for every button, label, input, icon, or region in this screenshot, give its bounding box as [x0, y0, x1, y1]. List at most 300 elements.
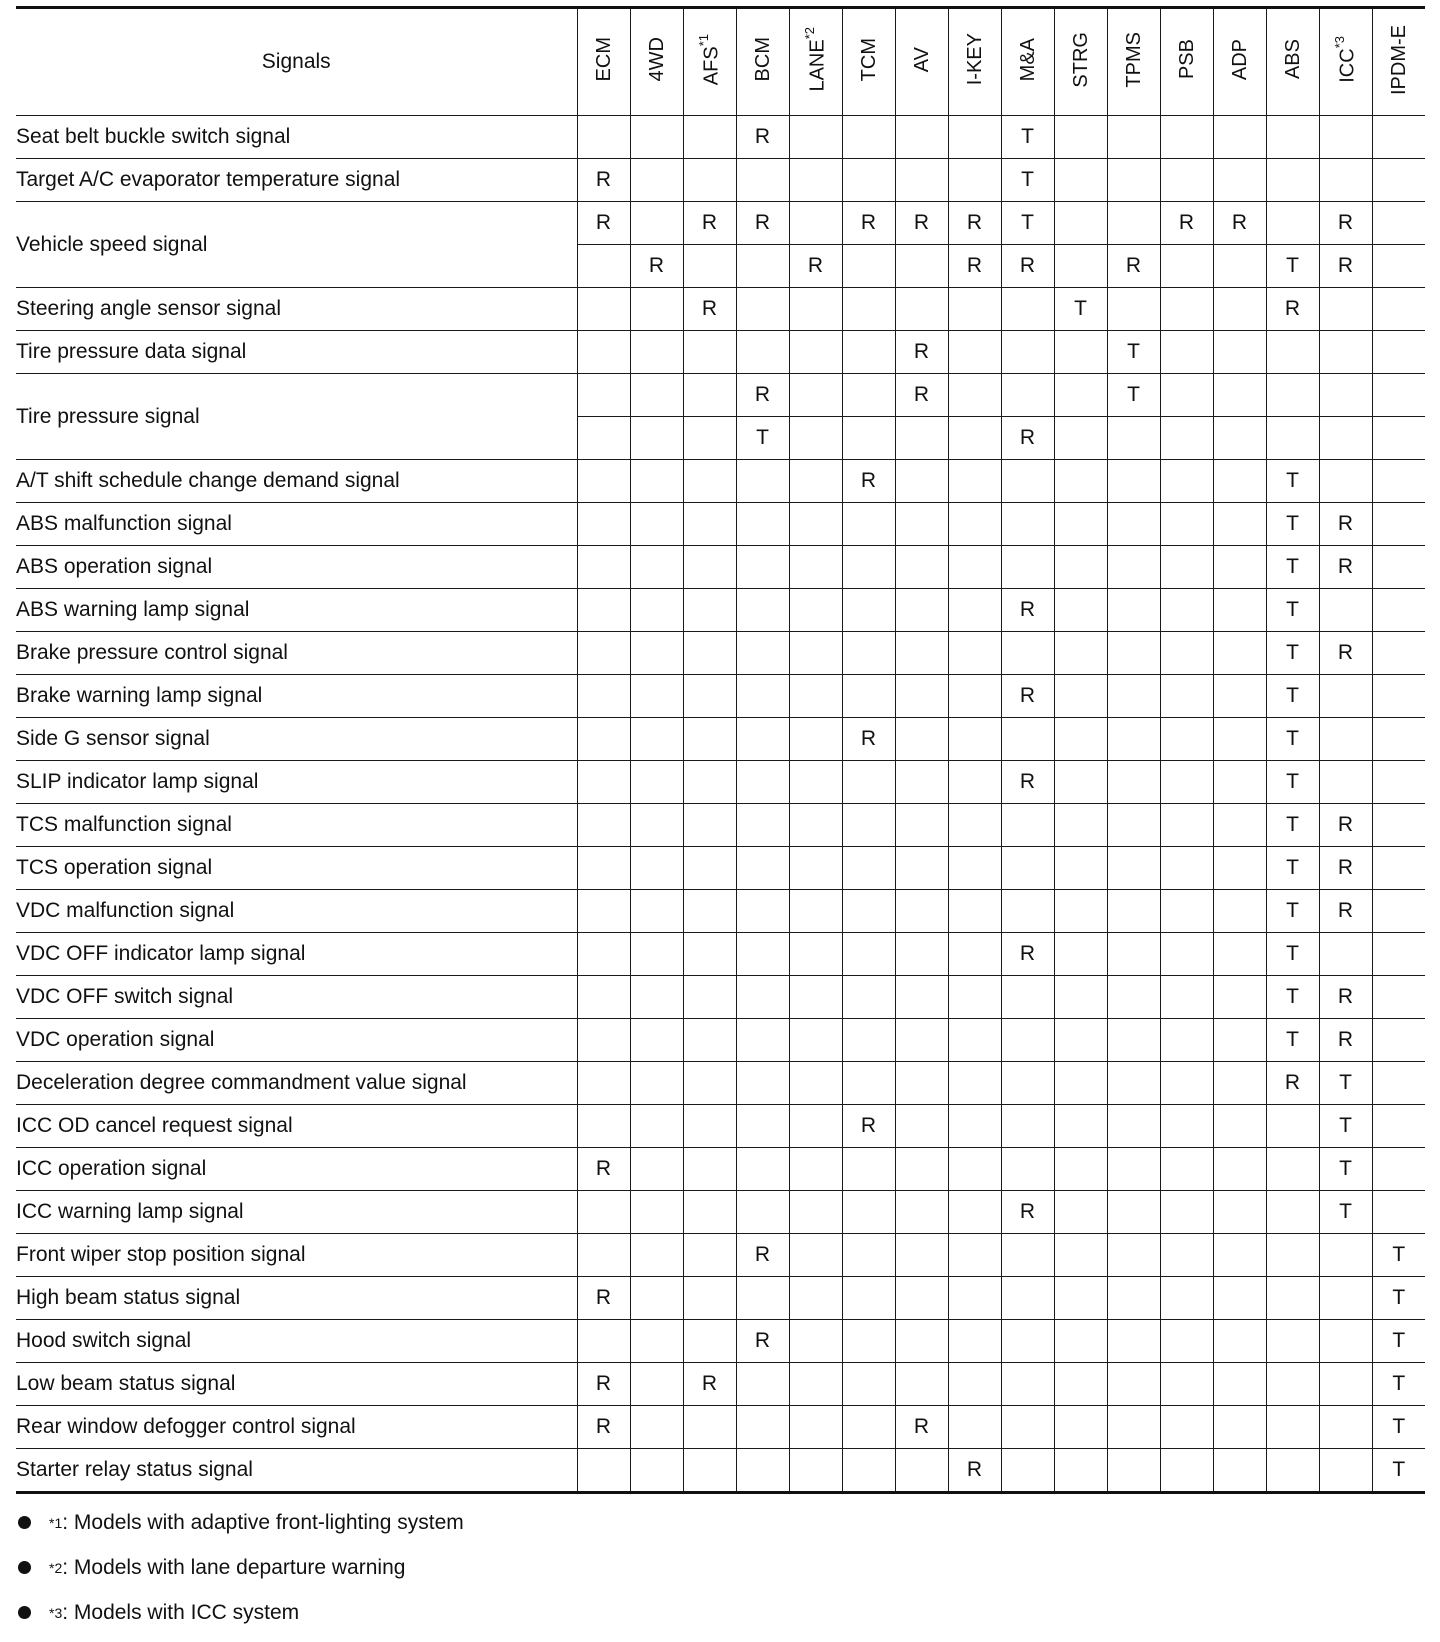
signal-cell	[1054, 460, 1107, 503]
signal-name: VDC malfunction signal	[16, 890, 577, 933]
signal-cell: R	[1266, 288, 1319, 331]
signal-cell	[1107, 632, 1160, 675]
module-label	[753, 37, 773, 81]
signal-cell	[1160, 1105, 1213, 1148]
signal-cell	[1001, 804, 1054, 847]
signal-cell: R	[577, 202, 630, 245]
signal-cell: T	[1372, 1449, 1425, 1493]
signal-cell	[1054, 1277, 1107, 1320]
signal-cell	[736, 675, 789, 718]
signal-cell	[842, 1191, 895, 1234]
footnote-text: : Models with ICC system	[62, 1600, 300, 1624]
module-name: ICC	[1336, 48, 1359, 83]
signal-cell	[948, 1363, 1001, 1406]
signal-cell: T	[1001, 159, 1054, 202]
signal-cell	[842, 632, 895, 675]
signal-cell	[1319, 417, 1372, 460]
bullet-icon	[18, 1516, 31, 1529]
signal-cell	[630, 1062, 683, 1105]
signal-cell: R	[736, 116, 789, 159]
signal-cell	[630, 503, 683, 546]
signal-cell: R	[736, 202, 789, 245]
signal-cell	[1266, 1320, 1319, 1363]
signal-cell: T	[1266, 245, 1319, 288]
module-header-ecm	[577, 8, 630, 116]
signal-cell: R	[1001, 933, 1054, 976]
signal-cell	[1107, 546, 1160, 589]
signal-cell: R	[1319, 847, 1372, 890]
signal-cell	[1372, 589, 1425, 632]
signal-cell	[1372, 933, 1425, 976]
signal-cell	[1213, 116, 1266, 159]
signal-cell	[1160, 417, 1213, 460]
signal-cell	[577, 718, 630, 761]
signal-cell: R	[577, 1277, 630, 1320]
signal-cell: R	[1319, 976, 1372, 1019]
signal-name: Steering angle sensor signal	[16, 288, 577, 331]
module-name: I-KEY	[963, 33, 986, 86]
signal-cell	[948, 761, 1001, 804]
signal-cell	[895, 288, 948, 331]
signal-cell	[1213, 288, 1266, 331]
signal-cell	[736, 589, 789, 632]
signal-cell	[683, 374, 736, 417]
module-label	[1018, 38, 1038, 81]
signal-cell: T	[1266, 761, 1319, 804]
signal-cell	[1213, 589, 1266, 632]
footnote-mark: *1	[49, 1514, 63, 1531]
signal-cell	[842, 1234, 895, 1277]
signal-cell	[1107, 202, 1160, 245]
table-row	[16, 1234, 1425, 1277]
signal-cell	[630, 1148, 683, 1191]
signal-cell	[1319, 589, 1372, 632]
signal-cell	[1213, 1406, 1266, 1449]
module-name: IPDM-E	[1387, 24, 1410, 95]
signal-cell	[789, 1019, 842, 1062]
signal-cell	[1107, 1191, 1160, 1234]
signal-cell	[1054, 374, 1107, 417]
signal-cell: T	[1319, 1105, 1372, 1148]
signal-cell	[577, 804, 630, 847]
signal-cell	[683, 847, 736, 890]
signal-cell	[1001, 1406, 1054, 1449]
signal-cell	[683, 675, 736, 718]
signal-cell	[1160, 890, 1213, 933]
signal-cell	[1160, 116, 1213, 159]
module-label	[1124, 32, 1144, 88]
signal-cell	[842, 1449, 895, 1493]
module-label	[594, 37, 614, 81]
signal-cell	[736, 632, 789, 675]
signal-name: Brake warning lamp signal	[16, 675, 577, 718]
signal-cell	[1213, 847, 1266, 890]
signal-cell	[842, 933, 895, 976]
signal-cell: T	[1266, 675, 1319, 718]
signal-cell	[895, 1148, 948, 1191]
signal-cell	[683, 632, 736, 675]
signal-cell	[630, 417, 683, 460]
signal-cell	[1001, 546, 1054, 589]
signal-cell	[1213, 976, 1266, 1019]
signal-cell: R	[1001, 675, 1054, 718]
signal-cell: T	[1054, 288, 1107, 331]
can-signal-table	[16, 6, 1425, 1494]
table-row	[16, 546, 1425, 589]
table-row	[16, 1105, 1425, 1148]
signal-cell	[1372, 159, 1425, 202]
signal-cell	[1160, 675, 1213, 718]
signal-cell	[630, 1019, 683, 1062]
table-row	[16, 1148, 1425, 1191]
module-header-adp	[1213, 8, 1266, 116]
signal-cell	[1107, 933, 1160, 976]
signal-cell	[1107, 1019, 1160, 1062]
signal-cell: T	[1266, 890, 1319, 933]
signal-cell	[683, 804, 736, 847]
signal-cell	[630, 1191, 683, 1234]
signal-cell: T	[1107, 331, 1160, 374]
signal-cell	[630, 1449, 683, 1493]
signal-cell	[577, 116, 630, 159]
signal-cell	[1213, 1363, 1266, 1406]
signal-cell	[948, 546, 1001, 589]
signal-cell	[683, 1062, 736, 1105]
signal-cell	[1160, 804, 1213, 847]
signal-cell	[577, 460, 630, 503]
signal-cell	[948, 1406, 1001, 1449]
signal-cell	[789, 1363, 842, 1406]
signal-cell	[1160, 1019, 1213, 1062]
module-name: TPMS	[1122, 31, 1145, 88]
signal-cell	[948, 1191, 1001, 1234]
signal-cell	[1001, 331, 1054, 374]
signal-cell	[895, 632, 948, 675]
signal-cell	[736, 976, 789, 1019]
module-label	[965, 33, 985, 85]
signal-cell	[1372, 847, 1425, 890]
table-row	[16, 675, 1425, 718]
signal-cell	[1160, 1191, 1213, 1234]
signal-cell	[948, 159, 1001, 202]
footnote-item	[16, 1590, 464, 1635]
signal-cell	[630, 1234, 683, 1277]
signal-cell	[736, 1277, 789, 1320]
signal-cell	[842, 1019, 895, 1062]
signal-name: ABS operation signal	[16, 546, 577, 589]
module-header-afs	[683, 8, 736, 116]
signal-cell	[1107, 116, 1160, 159]
signal-cell	[948, 417, 1001, 460]
signal-cell	[1160, 761, 1213, 804]
signal-cell	[1372, 718, 1425, 761]
signal-cell	[1372, 976, 1425, 1019]
signal-cell	[948, 116, 1001, 159]
module-header-psb	[1160, 8, 1213, 116]
module-label	[912, 47, 932, 72]
signal-cell	[1319, 718, 1372, 761]
signal-cell	[683, 245, 736, 288]
signal-cell	[1213, 718, 1266, 761]
signal-name: Vehicle speed signal	[16, 202, 577, 288]
signal-cell	[789, 1148, 842, 1191]
signal-cell	[1107, 1320, 1160, 1363]
signal-cell: T	[1372, 1234, 1425, 1277]
signal-cell	[683, 1234, 736, 1277]
signal-cell	[1213, 1148, 1266, 1191]
signal-cell	[736, 331, 789, 374]
signal-cell	[736, 933, 789, 976]
module-name: M&A	[1016, 37, 1039, 82]
signal-cell	[683, 417, 736, 460]
signal-cell	[842, 1320, 895, 1363]
signal-cell	[1372, 1062, 1425, 1105]
signal-cell	[789, 1234, 842, 1277]
signal-cell: R	[683, 288, 736, 331]
signal-cell	[948, 1148, 1001, 1191]
signal-cell: R	[948, 1449, 1001, 1493]
module-name: ABS	[1281, 39, 1304, 80]
signal-cell	[1054, 718, 1107, 761]
signal-cell	[1319, 288, 1372, 331]
signal-name: A/T shift schedule change demand signal	[16, 460, 577, 503]
signal-cell	[577, 890, 630, 933]
signal-cell	[948, 374, 1001, 417]
signal-cell	[895, 1019, 948, 1062]
signal-cell	[630, 546, 683, 589]
signal-cell: R	[736, 1320, 789, 1363]
signal-cell: R	[683, 202, 736, 245]
signal-cell	[577, 417, 630, 460]
signal-cell: T	[1266, 589, 1319, 632]
signal-cell: R	[895, 374, 948, 417]
signal-cell	[1001, 1320, 1054, 1363]
signal-name: ICC OD cancel request signal	[16, 1105, 577, 1148]
signal-cell	[1001, 1105, 1054, 1148]
signal-cell: R	[789, 245, 842, 288]
signal-cell: R	[895, 202, 948, 245]
signal-cell	[1160, 1234, 1213, 1277]
signal-cell	[1054, 1320, 1107, 1363]
signal-cell: T	[1266, 546, 1319, 589]
table-row	[16, 1277, 1425, 1320]
signal-cell	[630, 374, 683, 417]
table-body	[16, 116, 1425, 1493]
signal-cell	[1160, 589, 1213, 632]
signal-cell	[683, 589, 736, 632]
signal-cell	[842, 1277, 895, 1320]
signal-cell	[736, 503, 789, 546]
signal-cell	[736, 847, 789, 890]
signal-cell	[1213, 890, 1266, 933]
signal-cell	[736, 761, 789, 804]
signal-cell: T	[1266, 804, 1319, 847]
signal-cell	[1001, 503, 1054, 546]
signal-cell	[1107, 460, 1160, 503]
signal-cell	[630, 159, 683, 202]
signal-cell	[895, 847, 948, 890]
signal-cell	[683, 503, 736, 546]
signals-column-header: Signals	[16, 8, 577, 116]
signal-cell	[630, 589, 683, 632]
signal-cell	[948, 1320, 1001, 1363]
signal-cell	[1001, 460, 1054, 503]
footnote-text: : Models with lane departure warning	[62, 1555, 406, 1579]
signal-cell	[1266, 331, 1319, 374]
signal-cell	[577, 503, 630, 546]
signal-cell	[1372, 288, 1425, 331]
signal-cell	[1266, 159, 1319, 202]
signal-cell	[895, 1062, 948, 1105]
signal-cell	[736, 288, 789, 331]
signal-cell: T	[1372, 1320, 1425, 1363]
signal-cell	[1319, 1277, 1372, 1320]
signal-name: High beam status signal	[16, 1277, 577, 1320]
signal-name: Tire pressure signal	[16, 374, 577, 460]
signal-cell	[683, 331, 736, 374]
signal-cell	[683, 1406, 736, 1449]
signal-cell	[577, 1449, 630, 1493]
signal-cell: R	[577, 1148, 630, 1191]
signal-cell	[1160, 718, 1213, 761]
module-label	[803, 27, 828, 92]
signal-cell	[1160, 632, 1213, 675]
module-header-av	[895, 8, 948, 116]
signal-cell	[577, 1062, 630, 1105]
signal-cell: R	[1319, 546, 1372, 589]
signal-cell	[895, 503, 948, 546]
signal-cell	[1372, 417, 1425, 460]
signal-cell	[1001, 632, 1054, 675]
module-label	[1389, 25, 1409, 95]
signal-cell	[736, 245, 789, 288]
signal-cell	[1107, 1062, 1160, 1105]
signal-cell: R	[1266, 1062, 1319, 1105]
signal-cell: R	[1213, 202, 1266, 245]
signal-name: Hood switch signal	[16, 1320, 577, 1363]
signal-cell: R	[630, 245, 683, 288]
signal-cell	[895, 116, 948, 159]
signal-name: Side G sensor signal	[16, 718, 577, 761]
signal-cell: R	[842, 718, 895, 761]
signal-cell	[1372, 761, 1425, 804]
table-row	[16, 1062, 1425, 1105]
signal-cell	[630, 761, 683, 804]
signal-cell	[1319, 159, 1372, 202]
signal-cell	[948, 976, 1001, 1019]
signal-cell	[1266, 1277, 1319, 1320]
signal-cell	[1319, 1320, 1372, 1363]
signal-cell: R	[948, 202, 1001, 245]
table-row	[16, 804, 1425, 847]
signal-cell	[1001, 718, 1054, 761]
signal-cell	[948, 1277, 1001, 1320]
signal-cell	[1054, 1234, 1107, 1277]
signal-cell	[895, 675, 948, 718]
signal-cell	[1319, 761, 1372, 804]
signal-cell	[895, 589, 948, 632]
signal-cell	[789, 589, 842, 632]
table-row	[16, 1406, 1425, 1449]
signal-cell	[683, 159, 736, 202]
signal-name: Low beam status signal	[16, 1363, 577, 1406]
signal-cell	[895, 718, 948, 761]
signal-cell	[577, 589, 630, 632]
signal-cell	[1107, 890, 1160, 933]
signal-cell: R	[842, 202, 895, 245]
module-label	[647, 37, 667, 81]
module-header-ipdm-e	[1372, 8, 1425, 116]
signal-cell	[1213, 331, 1266, 374]
signal-cell	[1107, 1234, 1160, 1277]
signal-cell	[1160, 288, 1213, 331]
signal-cell	[789, 202, 842, 245]
signal-cell	[895, 1191, 948, 1234]
signal-cell: T	[1266, 460, 1319, 503]
signal-cell	[1054, 417, 1107, 460]
module-name: AV	[910, 46, 933, 73]
signal-cell	[1372, 546, 1425, 589]
signal-cell	[789, 675, 842, 718]
signal-cell	[1372, 245, 1425, 288]
signal-cell	[630, 675, 683, 718]
signal-cell	[1213, 374, 1266, 417]
module-label	[1177, 39, 1197, 79]
signal-cell	[683, 1105, 736, 1148]
signal-cell	[895, 1105, 948, 1148]
signal-name: VDC OFF indicator lamp signal	[16, 933, 577, 976]
signal-cell	[1054, 159, 1107, 202]
signal-cell	[1054, 1062, 1107, 1105]
signal-cell	[1054, 202, 1107, 245]
signal-cell	[683, 718, 736, 761]
signal-cell	[842, 245, 895, 288]
module-label	[1071, 32, 1091, 88]
signal-cell	[1213, 1320, 1266, 1363]
signal-cell: T	[1372, 1363, 1425, 1406]
module-header-i-key	[948, 8, 1001, 116]
signal-cell	[736, 890, 789, 933]
signal-cell	[789, 460, 842, 503]
signal-cell	[842, 331, 895, 374]
signal-cell	[895, 417, 948, 460]
table-header	[16, 8, 1425, 116]
signal-cell	[948, 1019, 1001, 1062]
signal-name: ABS malfunction signal	[16, 503, 577, 546]
signal-cell	[1054, 1148, 1107, 1191]
signal-cell	[789, 632, 842, 675]
signal-cell	[736, 1363, 789, 1406]
signal-cell	[630, 933, 683, 976]
signal-cell	[1160, 503, 1213, 546]
table-row	[16, 1320, 1425, 1363]
signal-cell	[1107, 589, 1160, 632]
signal-cell	[789, 1320, 842, 1363]
signal-cell	[1107, 1406, 1160, 1449]
header-row	[16, 8, 1425, 116]
signal-cell	[1001, 1019, 1054, 1062]
signal-cell	[948, 589, 1001, 632]
signal-cell	[630, 1406, 683, 1449]
signal-cell: R	[1001, 245, 1054, 288]
signal-cell	[1107, 1449, 1160, 1493]
signal-cell	[1001, 1277, 1054, 1320]
signal-cell	[1107, 1277, 1160, 1320]
signal-cell	[1372, 890, 1425, 933]
signal-cell	[948, 632, 1001, 675]
signal-cell	[1001, 976, 1054, 1019]
signal-cell	[577, 1234, 630, 1277]
